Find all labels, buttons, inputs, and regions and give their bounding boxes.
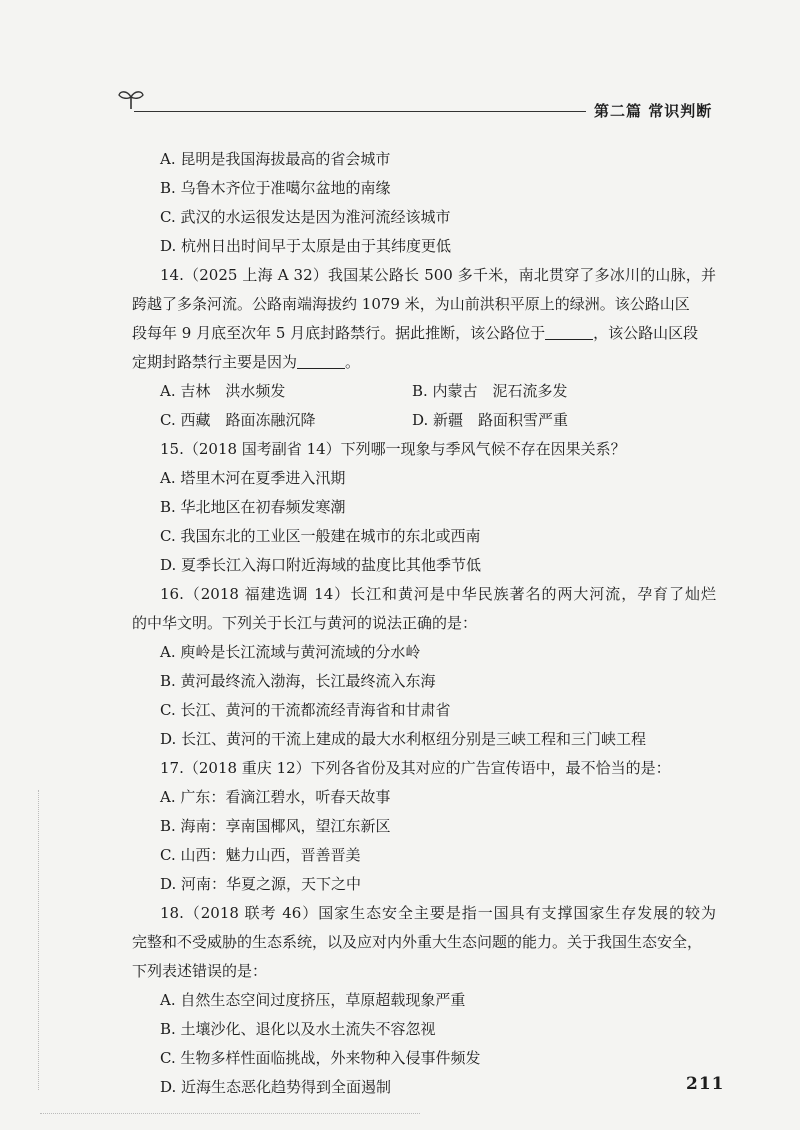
option-b: B. 内蒙古 泥石流多发 xyxy=(412,382,568,400)
option-a: A. 吉林 洪水频发 xyxy=(160,382,286,400)
option-d: D. 夏季长江入海口附近海域的盐度比其他季节低 xyxy=(160,556,482,574)
option-b: B. 华北地区在初春频发寒潮 xyxy=(160,498,346,516)
answer-blank xyxy=(297,354,345,369)
question-14-line-3 xyxy=(132,323,698,343)
question-14-line-1: 14.（2025 上海 A 32）我国某公路长 500 多千米，南北贯穿了多冰川的山脉，并 xyxy=(160,266,716,284)
option-b: B. 海南：享南国椰风，望江东新区 xyxy=(160,817,391,835)
question-14-text: ，该公路山区段 xyxy=(593,324,699,342)
question-17: 17.（2018 重庆 12）下列各省份及其对应的广告宣传语中，最不恰当的是： xyxy=(160,759,671,777)
option-d: D. 新疆 路面积雪严重 xyxy=(412,411,569,429)
option-d: D. 长江、黄河的干流上建成的最大水利枢纽分别是三峡工程和三门峡工程 xyxy=(160,730,647,748)
section-title: 第二篇 常识判断 xyxy=(594,102,713,120)
question-16-line-1: 16.（2018 福建选调 14）长江和黄河是中华民族著名的两大河流，孕育了灿烂 xyxy=(160,585,716,603)
question-14-text: 。 xyxy=(345,353,361,371)
option-d: D. 近海生态恶化趋势得到全面遏制 xyxy=(160,1078,392,1096)
question-18-line-2: 完整和不受威胁的生态系统，以及应对内外重大生态问题的能力。关于我国生态安全， xyxy=(132,933,703,951)
scan-artifact xyxy=(38,790,39,1090)
option-b: B. 土壤沙化、退化以及水土流失不容忽视 xyxy=(160,1020,436,1038)
option-d: D. 河南：华夏之源，天下之中 xyxy=(160,875,362,893)
option-a: A. 广东：看滴江碧水，听春天故事 xyxy=(160,788,391,806)
option-a: A. 庾岭是长江流域与黄河流域的分水岭 xyxy=(160,643,421,661)
option-c: C. 山西：魅力山西，晋善晋美 xyxy=(160,846,361,864)
question-14-line-4 xyxy=(132,352,360,372)
option-a: A. 塔里木河在夏季进入汛期 xyxy=(160,469,346,487)
option-a: A. 自然生态空间过度挤压，草原超载现象严重 xyxy=(160,991,466,1009)
question-14-text: 定期封路禁行主要是因为 xyxy=(132,353,298,371)
header-rule xyxy=(134,111,586,112)
option-line: A. 昆明是我国海拔最高的省会城市 xyxy=(160,150,391,168)
option-line: C. 武汉的水运很发达是因为淮河流经该城市 xyxy=(160,208,451,226)
question-16-line-2: 的中华文明。下列关于长江与黄河的说法正确的是： xyxy=(132,614,478,632)
scan-artifact xyxy=(40,1113,420,1114)
option-c: C. 生物多样性面临挑战，外来物种入侵事件频发 xyxy=(160,1049,481,1067)
option-c: C. 西藏 路面冻融沉降 xyxy=(160,411,316,429)
option-line: B. 乌鲁木齐位于准噶尔盆地的南缘 xyxy=(160,179,391,197)
sprout-logo-icon xyxy=(116,88,146,110)
option-line: D. 杭州日出时间早于太原是由于其纬度更低 xyxy=(160,237,452,255)
page-number: 211 xyxy=(686,1074,725,1094)
option-c: C. 我国东北的工业区一般建在城市的东北或西南 xyxy=(160,527,481,545)
question-18-line-3: 下列表述错误的是： xyxy=(132,962,268,980)
option-c: C. 长江、黄河的干流都流经青海省和甘肃省 xyxy=(160,701,451,719)
question-14-text: 段每年 9 月底至次年 5 月底封路禁行。据此推断，该公路位于 xyxy=(132,324,546,342)
option-b: B. 黄河最终流入渤海，长江最终流入东海 xyxy=(160,672,436,690)
answer-blank xyxy=(545,325,593,340)
question-14-line-2: 跨越了多条河流。公路南端海拔约 1079 米，为山前洪积平原上的绿洲。该公路山区 xyxy=(132,295,690,313)
question-18-line-1: 18.（2018 联考 46）国家生态安全主要是指一国具有支撑国家生存发展的较为 xyxy=(160,904,716,922)
question-15: 15.（2018 国考副省 14）下列哪一现象与季风气候不存在因果关系？ xyxy=(160,440,626,458)
